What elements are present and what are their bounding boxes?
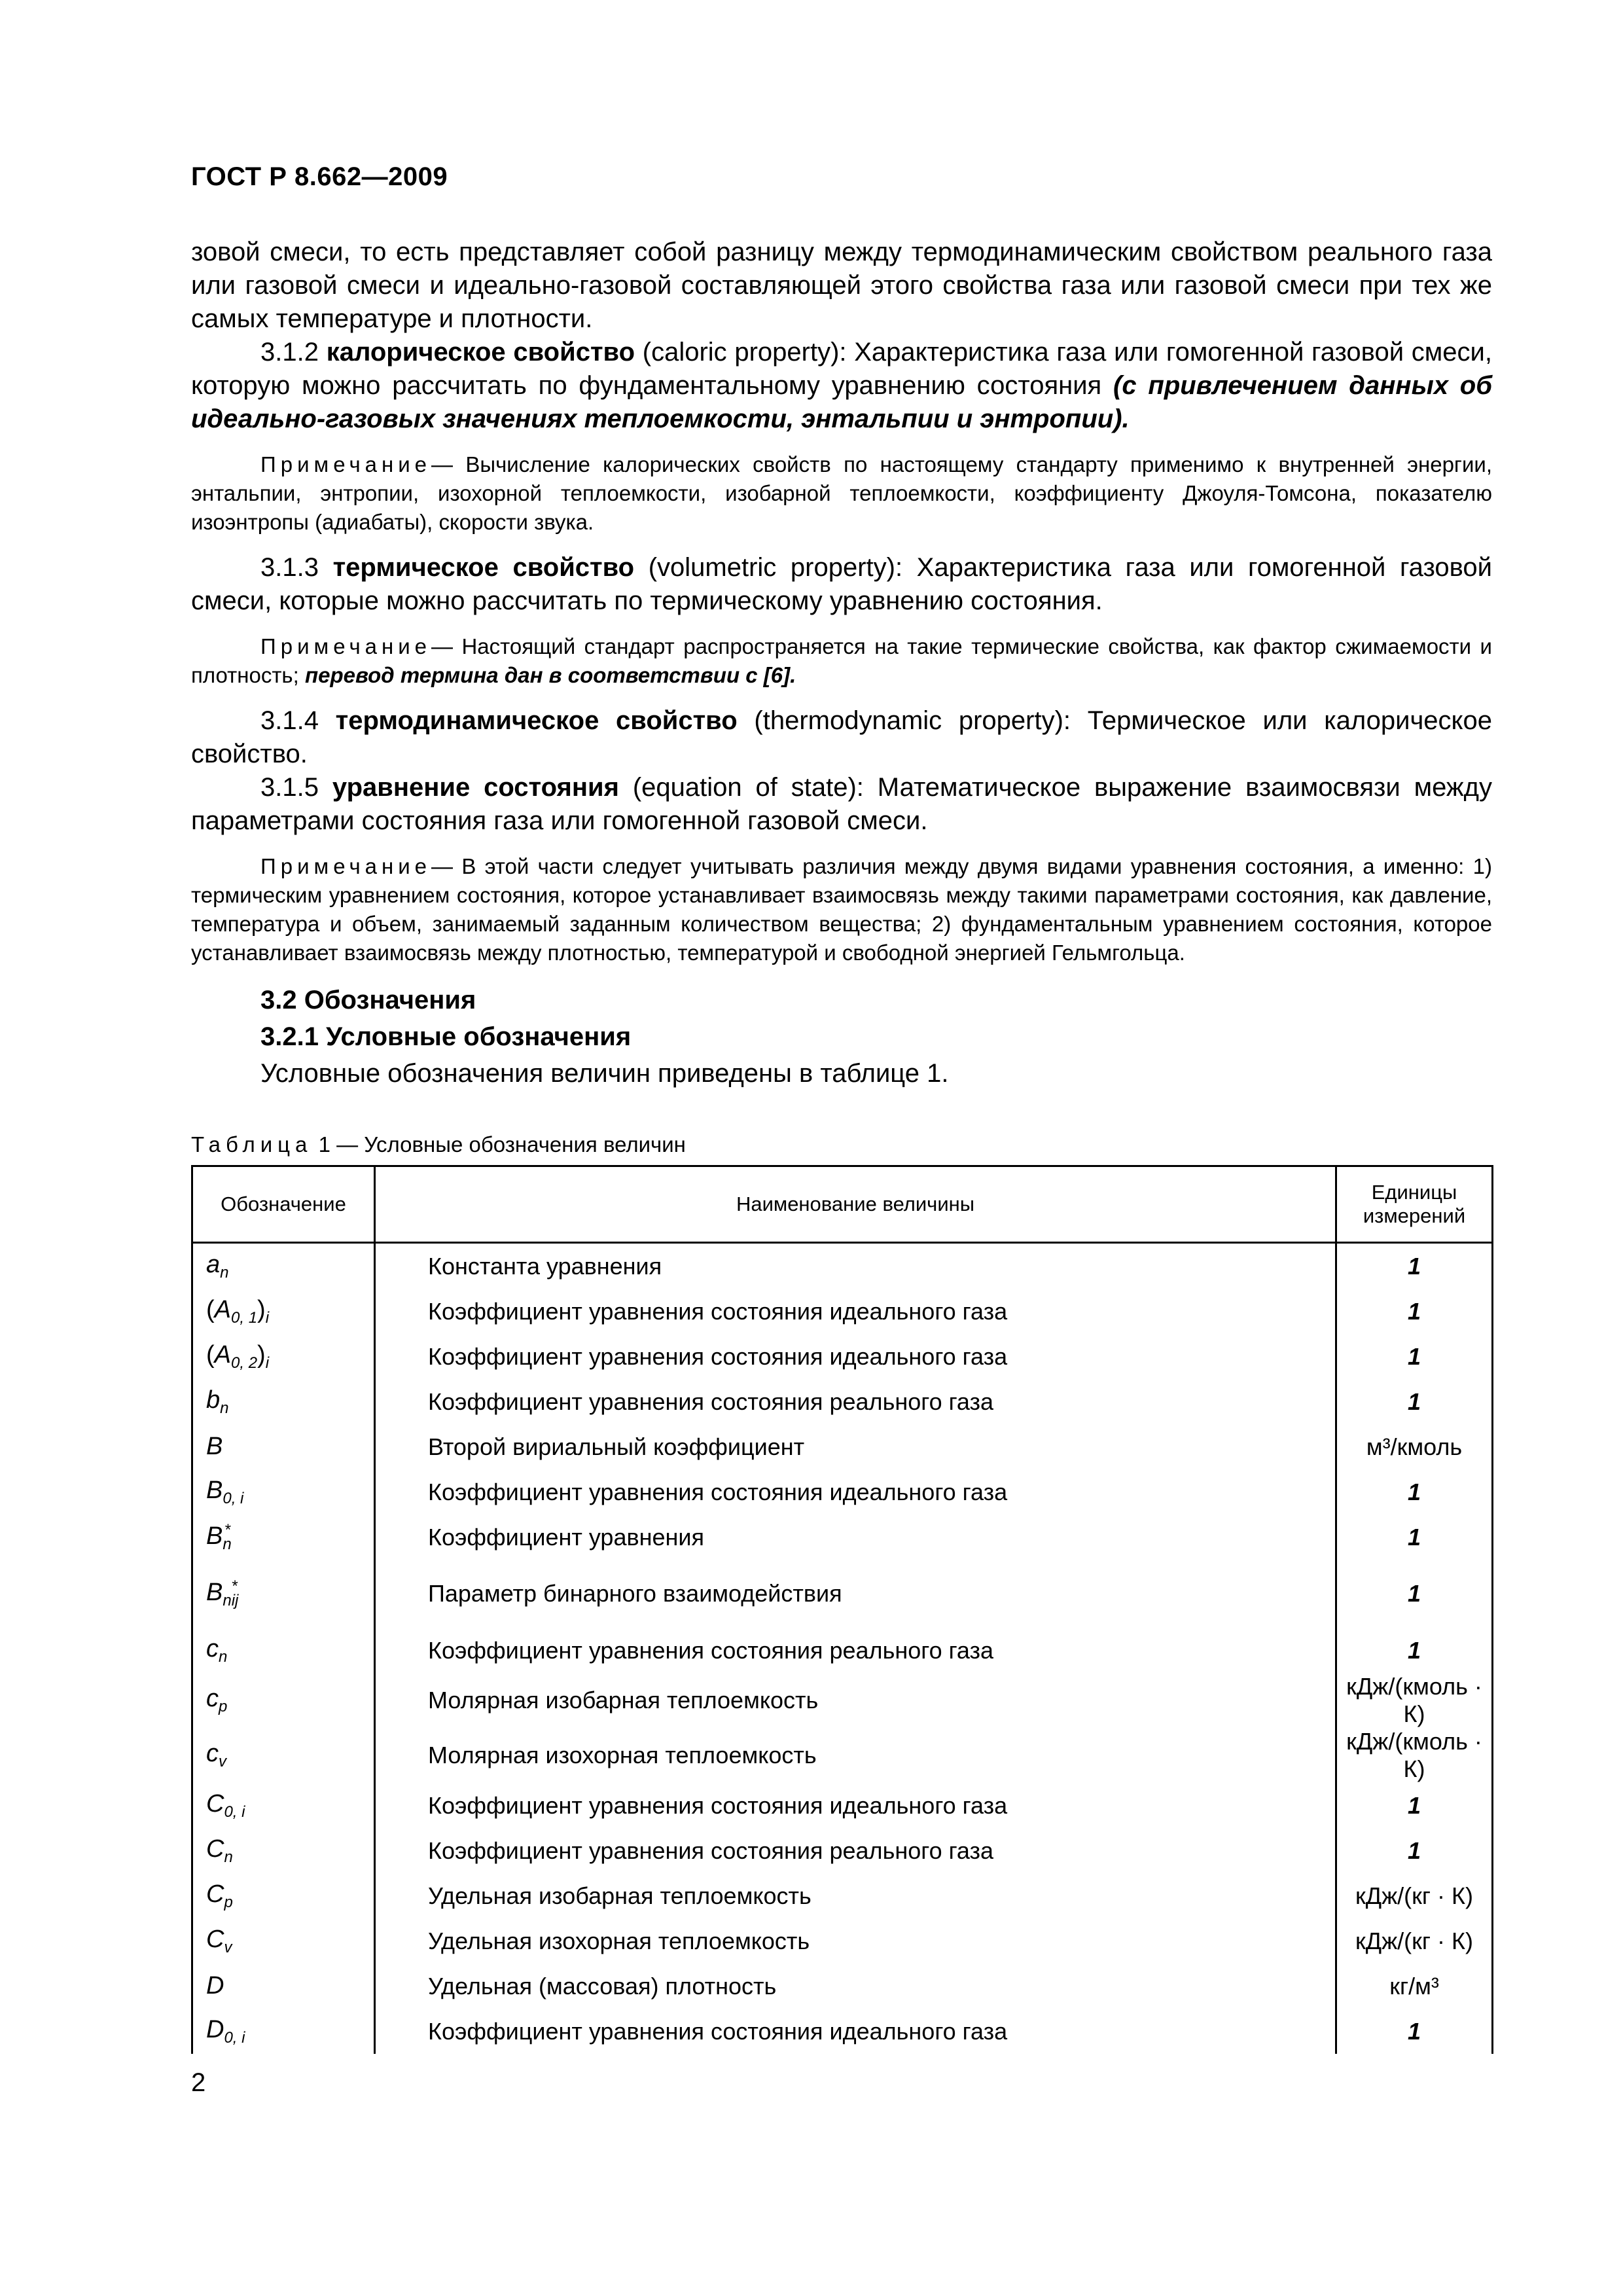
cell-quantity-name: Коэффициент уравнения состояния реального газа — [375, 1379, 1336, 1424]
cell-unit: 1 — [1336, 1515, 1493, 1560]
note-1 — [191, 450, 1492, 537]
table-row — [192, 1873, 1493, 1918]
definition-term: термодинамическое свойство — [335, 706, 738, 735]
definition-emphasis: (с привлечением данных об идеально-газовых значениях теплоемкости, энтальпии и энтропии). — [191, 371, 1492, 433]
definition-term: уравнение состояния — [332, 773, 619, 802]
note-emphasis: перевод термина дан в соответствии с [6]. — [304, 663, 796, 687]
table-row — [192, 1918, 1493, 1964]
note-text: — В этой части следует учитывать различия между двумя видами уравнения состояния, а именно: 1) термическим уравнением состояния, которое устанавливает взаимосвязь между такими параметрами состояния, как давление, температура и объем, занимаемый заданным количеством вещества; 2) фундаментальным уравнением состояния, которое устанавливает взаимосвязь между плотностью, температурой и свободной энергией Гельмгольца. — [191, 854, 1492, 965]
note-label: Примечание — [260, 634, 432, 658]
symbol-base: c — [206, 1634, 219, 1662]
cell-symbol — [192, 1289, 375, 1334]
cell-quantity-name: Молярная изохорная теплоемкость — [375, 1728, 1336, 1783]
cell-unit: кДж/(кг · К) — [1336, 1873, 1493, 1918]
cell-unit: 1 — [1336, 1828, 1493, 1873]
cell-quantity-name: Коэффициент уравнения состояния идеального газа — [375, 2009, 1336, 2054]
cell-unit: 1 — [1336, 1628, 1493, 1673]
cell-quantity-name: Молярная изобарная теплоемкость — [375, 1673, 1336, 1728]
symbol-superscript: * — [232, 1577, 238, 1595]
definition-text: (thermodynamic property): Термическое или калорическое свойство. — [191, 706, 1492, 768]
table-row — [192, 1334, 1493, 1379]
cell-quantity-name: Коэффициент уравнения состояния идеального газа — [375, 1334, 1336, 1379]
cell-symbol — [192, 2009, 375, 2054]
symbol-subscript: n — [224, 1848, 233, 1866]
symbol-base: b — [206, 1386, 221, 1414]
cell-unit: 1 — [1336, 1289, 1493, 1334]
symbol-base: a — [206, 1250, 221, 1278]
symbol-subscript: 0, 2 — [231, 1354, 258, 1372]
note-text: — Вычисление калорических свойств по настоящему стандарту применимо к внутренней энергии, энтальпии, энтропии, изохорной теплоемкости, изобарной теплоемкости, коэффициенту Джоуля-Томсона, показателю изоэнтропы (адиабаты), скорости звука. — [191, 452, 1492, 534]
cell-quantity-name: Второй вириальный коэффициент — [375, 1424, 1336, 1469]
symbol-base: c — [206, 1685, 219, 1712]
table-row — [192, 1424, 1493, 1469]
symbols-table — [191, 1165, 1493, 2054]
cell-unit: 1 — [1336, 1379, 1493, 1424]
cell-unit: 1 — [1336, 1469, 1493, 1515]
symbol-subscript: p — [224, 1893, 233, 1911]
section-heading-3-2: 3.2 Обозначения — [260, 986, 476, 1014]
cell-quantity-name: Удельная изохорная теплоемкость — [375, 1918, 1336, 1964]
symbol-bracket: ) — [257, 1295, 266, 1323]
symbol-subscript: 0, i — [223, 1489, 244, 1507]
symbol-base: A — [214, 1340, 232, 1369]
table-row — [192, 1560, 1493, 1628]
cell-quantity-name: Коэффициент уравнения состояния реального газа — [375, 1828, 1336, 1873]
cell-symbol — [192, 1424, 375, 1469]
cell-symbol — [192, 1469, 375, 1515]
symbol-subscript: n — [220, 1399, 229, 1417]
header-units: Единицы измерений — [1336, 1166, 1493, 1243]
definition-number: 3.1.4 — [260, 706, 319, 735]
table-header-row — [192, 1166, 1493, 1243]
definition-number: 3.1.2 — [260, 338, 319, 367]
symbol-base: c — [206, 1740, 219, 1767]
symbol-base: B — [206, 1522, 223, 1550]
note-label: Примечание — [260, 854, 432, 878]
cell-unit: 1 — [1336, 1243, 1493, 1289]
definition-text: (equation of state): Математическое выражение взаимосвязи между параметрами состояния газа или гомогенной газовой смеси. — [191, 773, 1492, 835]
symbol-subscript: 0, i — [224, 2028, 245, 2047]
table-row — [192, 1728, 1493, 1783]
cell-quantity-name: Коэффициент уравнения — [375, 1515, 1336, 1560]
symbol-base: B — [206, 1476, 223, 1504]
note-2 — [191, 632, 1492, 690]
cell-symbol — [192, 1243, 375, 1289]
cell-quantity-name: Параметр бинарного взаимодействия — [375, 1560, 1336, 1628]
symbol-base: B — [206, 1579, 223, 1606]
symbol-bracket: ( — [206, 1295, 215, 1323]
table-row — [192, 1673, 1493, 1728]
cell-quantity-name: Коэффициент уравнения состояния идеального газа — [375, 1289, 1336, 1334]
cell-unit: кг/м³ — [1336, 1964, 1493, 2009]
definition-text: (caloric property): Характеристика газа или гомогенной газовой смеси, которую можно рассчитать по фундаментальному уравнению состояния — [191, 338, 1492, 400]
table-row — [192, 1379, 1493, 1424]
cell-unit: 1 — [1336, 1334, 1493, 1379]
symbol-base: C — [206, 1835, 224, 1863]
note-text: — Настоящий стандарт распространяется на такие термические свойства, как фактор сжимаемости и плотность; — [191, 634, 1492, 687]
symbol-base: B — [206, 1433, 223, 1460]
symbol-superscript: * — [224, 1520, 232, 1539]
cell-symbol — [192, 1873, 375, 1918]
cell-symbol — [192, 1828, 375, 1873]
table-row — [192, 1828, 1493, 1873]
symbol-base: A — [214, 1295, 232, 1323]
symbol-base: D — [206, 1972, 224, 2000]
table-row — [192, 2009, 1493, 2054]
table-row — [192, 1243, 1493, 1289]
cell-unit: 1 — [1336, 1783, 1493, 1828]
document-header: ГОСТ Р 8.662—2009 — [191, 162, 448, 191]
definition-3-1-5 — [191, 771, 1492, 838]
table-body — [192, 1243, 1493, 2054]
cell-quantity-name: Коэффициент уравнения состояния идеального газа — [375, 1469, 1336, 1515]
cell-quantity-name: Удельная изобарная теплоемкость — [375, 1873, 1336, 1918]
cell-symbol — [192, 1334, 375, 1379]
cell-quantity-name: Константа уравнения — [375, 1243, 1336, 1289]
cell-symbol — [192, 1728, 375, 1783]
cell-quantity-name: Удельная (массовая) плотность — [375, 1964, 1336, 2009]
cell-quantity-name: Коэффициент уравнения состояния идеального газа — [375, 1783, 1336, 1828]
symbol-subscript: 0, 1 — [231, 1308, 258, 1327]
cell-symbol — [192, 1918, 375, 1964]
header-symbol: Обозначение — [192, 1166, 375, 1243]
cell-symbol — [192, 1515, 375, 1560]
table-caption-label: Таблица — [191, 1132, 313, 1157]
cell-unit: м³/кмоль — [1336, 1424, 1493, 1469]
definition-3-1-4 — [191, 704, 1492, 771]
symbol-base: D — [206, 2015, 224, 2043]
cell-symbol — [192, 1628, 375, 1673]
symbol-subscript-outer: i — [265, 1354, 270, 1372]
definition-3-1-3 — [191, 551, 1492, 618]
section-3-2-1-text: Условные обозначения величин приведены в таблице 1. — [260, 1059, 949, 1088]
symbol-bracket: ( — [206, 1340, 215, 1369]
table-row — [192, 1469, 1493, 1515]
table-row — [192, 1783, 1493, 1828]
cell-symbol — [192, 1560, 375, 1628]
definition-term: калорическое свойство — [326, 338, 635, 367]
definition-term: термическое свойство — [332, 553, 635, 582]
table-row — [192, 1964, 1493, 2009]
cell-symbol — [192, 1964, 375, 2009]
symbol-subscript: v — [224, 1938, 232, 1956]
symbol-subscript: 0, i — [224, 1803, 245, 1821]
cell-unit: 1 — [1336, 1560, 1493, 1628]
cell-symbol — [192, 1379, 375, 1424]
symbol-base: C — [206, 1789, 224, 1818]
cell-unit: кДж/(кмоль · К) — [1336, 1728, 1493, 1783]
definition-number: 3.1.3 — [260, 553, 319, 582]
symbol-subscript: p — [219, 1698, 228, 1715]
cell-unit: кДж/(кмоль · К) — [1336, 1673, 1493, 1728]
table-row — [192, 1515, 1493, 1560]
symbol-base: C — [206, 1925, 224, 1953]
symbol-subscript: nij — [223, 1592, 239, 1609]
table-row — [192, 1289, 1493, 1334]
cell-symbol — [192, 1673, 375, 1728]
page-number: 2 — [191, 2068, 206, 2097]
symbol-subscript: v — [219, 1753, 226, 1770]
cell-unit: кДж/(кг · К) — [1336, 1918, 1493, 1964]
table-caption — [191, 1132, 686, 1157]
header-quantity-name: Наименование величины — [375, 1166, 1336, 1243]
symbol-subscript: n — [223, 1535, 232, 1553]
cell-symbol — [192, 1783, 375, 1828]
symbol-subscript: n — [220, 1263, 229, 1282]
note-label: Примечание — [260, 452, 432, 476]
symbol-bracket: ) — [257, 1340, 266, 1369]
section-heading-3-2-1: 3.2.1 Условные обозначения — [260, 1022, 632, 1051]
note-3 — [191, 852, 1492, 967]
cell-quantity-name: Коэффициент уравнения состояния реального газа — [375, 1628, 1336, 1673]
table-caption-text: 1 — Условные обозначения величин — [318, 1132, 686, 1157]
definition-3-1-2 — [191, 336, 1492, 436]
intro-paragraph: зовой смеси, то есть представляет собой разницу между термодинамическим свойством реального газа или газовой смеси и идеально-газовой составляющей этого свойства газа или газовой смеси при тех же самых температуре и плотности. — [191, 238, 1492, 333]
symbol-base: C — [206, 1880, 224, 1908]
table-row — [192, 1628, 1493, 1673]
definition-number: 3.1.5 — [260, 773, 319, 802]
symbol-subscript: n — [219, 1647, 228, 1666]
symbol-subscript-outer: i — [265, 1308, 270, 1327]
definition-text: (volumetric property): Характеристика газа или гомогенной газовой смеси, которые можно рассчитать по термическому уравнению состояния. — [191, 553, 1493, 615]
cell-unit: 1 — [1336, 2009, 1493, 2054]
document-body — [191, 236, 1492, 1092]
